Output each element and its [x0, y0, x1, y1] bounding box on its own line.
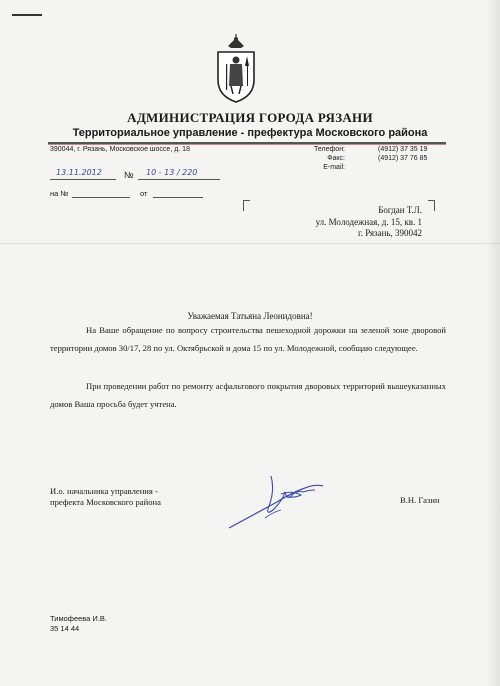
handwritten-signature	[225, 470, 335, 532]
email-label: E-mail:	[323, 164, 345, 171]
executor-name: Тимофеева И.В.	[50, 614, 107, 623]
paragraph-1-text: На Ваше обращение по вопросу строительства пешеходной дорожки на зеленой зоне дворовой территории домов 30/17, 28 по ул. Октябрьской и дома 15 по ул. Молодежной, сообщаю следующее.	[50, 325, 446, 353]
coat-of-arms-icon	[214, 34, 258, 104]
phone-value: (4912) 37 35 19	[378, 146, 428, 153]
reply-number-label: на №	[50, 189, 69, 198]
recipient-block	[262, 205, 422, 240]
recipient-bracket-left	[243, 200, 250, 211]
reply-date-field	[153, 188, 203, 198]
reply-from-label: от	[140, 189, 148, 198]
phone-label: Телефон:	[314, 146, 345, 153]
position-line-1: И.о. начальника управления -	[50, 486, 158, 496]
signatory-position	[50, 486, 161, 508]
fax-label: Факс:	[327, 155, 345, 162]
fax-value: (4912) 37 76 85	[378, 155, 428, 162]
paragraph-2-text: При проведении работ по ремонту асфальтового покрытия дворовых территорий вышеуказанных домов Ваша просьба будет учтена.	[50, 381, 446, 409]
corner-mark	[12, 14, 42, 16]
edge-shadow	[486, 0, 500, 686]
position-line-2: префекта Московского района	[50, 497, 161, 507]
recipient-city: г. Рязань, 390042	[358, 228, 422, 238]
department-subtitle: Территориальное управление - префектура Московского района	[72, 127, 428, 139]
sender-address: 390044, г. Рязань, Московское шоссе, д. 18	[50, 146, 190, 153]
executor-info	[50, 614, 107, 634]
paragraph-1	[50, 322, 446, 357]
recipient-name: Богдан Т.Л.	[378, 205, 422, 215]
reply-number-field	[72, 188, 130, 198]
paragraph-2	[50, 378, 446, 413]
fold-line	[0, 243, 500, 244]
admin-title: АДМИНИСТРАЦИЯ ГОРОДА РЯЗАНИ	[127, 110, 373, 125]
number-label: №	[124, 170, 134, 180]
header-rule-accent	[48, 144, 446, 145]
registration-number: 10 - 13 / 220	[146, 168, 198, 177]
recipient-street: ул. Молодежная, д. 15, кв. 1	[315, 216, 422, 227]
executor-phone: 35 14 44	[50, 624, 80, 633]
recipient-bracket-right	[428, 200, 435, 211]
signatory-name: В.Н. Газин	[400, 495, 440, 505]
registration-date: 13.11.2012	[56, 168, 102, 177]
salutation: Уважаемая Татьяна Леонидовна!	[187, 311, 313, 321]
